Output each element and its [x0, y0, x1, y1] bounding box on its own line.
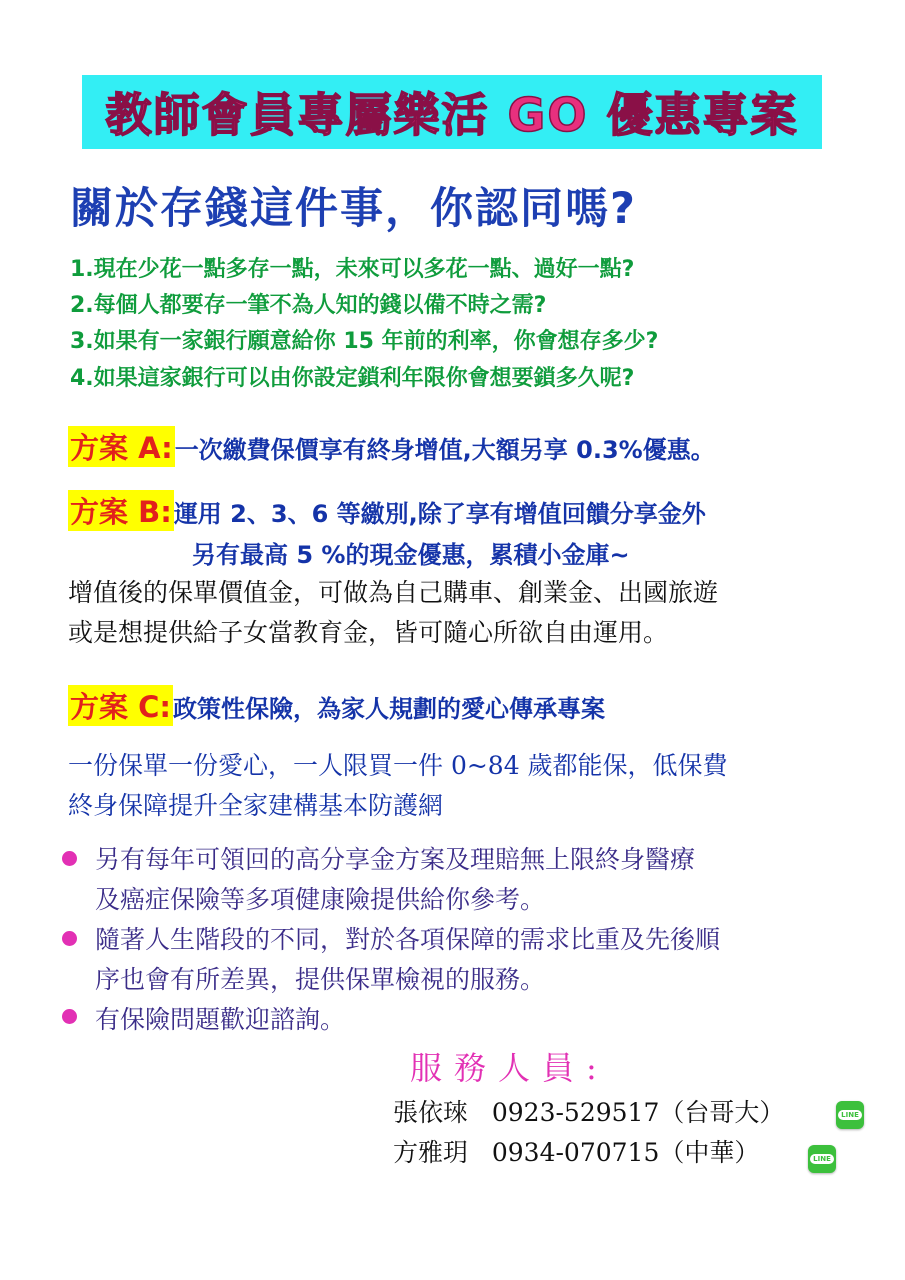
plan-a [68, 426, 715, 467]
contact-1-phone: 0923-529517 [491, 1098, 660, 1127]
contact-2-name: 方雅玥 [393, 1138, 469, 1167]
bullet-3-line1: 有保險問題歡迎諮詢。 [95, 1005, 346, 1034]
promo-banner [82, 75, 822, 149]
question-2: 2.每個人都要存一筆不為人知的錢以備不時之需? [70, 293, 547, 318]
bullet-2-line1: 隨著人生階段的不同，對於各項保障的需求比重及先後順 [95, 925, 721, 954]
plan-c-body1: 一份保單一份愛心，一人限買一件 0~84 歲都能保，低保費 [68, 751, 728, 780]
question-3: 3.如果有一家銀行願意給你 15 年前的利率，你會想存多少? [70, 329, 659, 354]
question-4: 4.如果這家銀行可以由你設定鎖利年限你會想要鎖多久呢? [70, 366, 635, 391]
staff-title: 服務人員: [410, 1049, 609, 1087]
plan-c-text: 政策性保險，為家人規劃的愛心傳承專案 [172, 695, 605, 723]
question-1: 1.現在少花一點多存一點，未來可以多花一點、過好一點? [70, 257, 635, 282]
banner-title: 教師會員專屬樂活 GO 優惠專案 [105, 88, 799, 142]
plan-a-text: 一次繳費保價享有終身增值,大額另享 0.3%優惠。 [174, 436, 715, 464]
line-app-icon[interactable]: LINE [836, 1101, 864, 1129]
plan-c-body2: 終身保障提升全家建構基本防護網 [68, 791, 444, 820]
plan-b-line1: 運用 2、3、6 等繳別,除了享有增值回饋分享金外 [173, 500, 706, 528]
contact-1 [393, 1093, 784, 1129]
bullet-1-line2: 及癌症保險等多項健康險提供給你參考。 [95, 885, 546, 914]
plan-a-tag: 方案 A: [68, 426, 175, 467]
bullet-1-line1: 另有每年可領回的高分享金方案及理賠無上限終身醫療 [95, 845, 696, 874]
headline: 關於存錢這件事，你認同嗎? [70, 184, 637, 234]
plan-b-body1: 增值後的保單價值金，可做為自己購車、創業金、出國旅遊 [68, 578, 719, 607]
line-app-icon[interactable]: LINE [808, 1145, 836, 1173]
bullet-2-line2: 序也會有所差異，提供保單檢視的服務。 [95, 965, 546, 994]
contact-2 [393, 1133, 759, 1169]
bullet-dot-1 [62, 851, 77, 866]
plan-c-tag: 方案 C: [68, 685, 173, 726]
contact-2-carrier: （中華） [659, 1138, 760, 1167]
plan-b-tag: 方案 B: [68, 490, 174, 531]
bullet-dot-2 [62, 931, 77, 946]
contact-2-phone: 0934-070715 [491, 1138, 660, 1167]
plan-c [68, 685, 605, 726]
contact-1-carrier: （台哥大） [659, 1098, 785, 1127]
contact-1-name: 張依琜 [393, 1098, 469, 1127]
plan-b [68, 490, 706, 531]
bullet-dot-3 [62, 1009, 77, 1024]
plan-b-line2: 另有最高 5 %的現金優惠，累積小金庫~ [192, 541, 630, 569]
plan-b-body2: 或是想提供給子女當教育金，皆可隨心所欲自由運用。 [68, 618, 669, 647]
